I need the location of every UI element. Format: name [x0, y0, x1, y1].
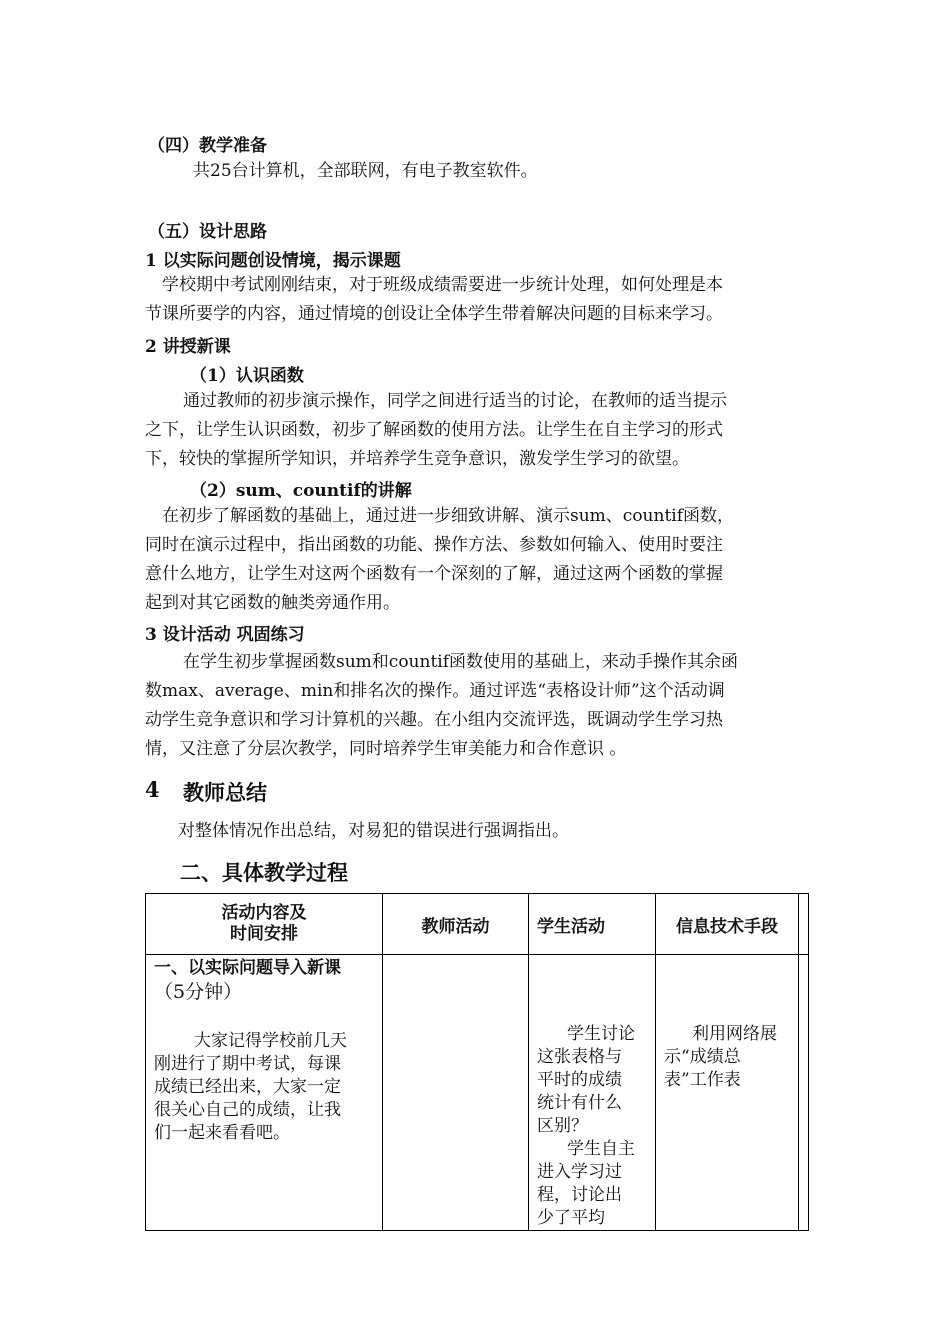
sub-2-line: 同时在演示过程中，指出函数的功能、操作方法、参数如何输入、使用时要注: [145, 535, 723, 555]
cell-spacer: [799, 955, 809, 1231]
sub-1-heading: （1）认识函数: [190, 366, 304, 386]
student-line: 平时的成绩: [537, 1070, 622, 1090]
cell-activity: [146, 955, 383, 1231]
section-4-heading: （四）教学准备: [148, 136, 267, 156]
student-line: 程，讨论出: [537, 1185, 622, 1205]
header-activity: [146, 894, 383, 955]
part-2-heading: 二、具体教学过程: [180, 860, 348, 885]
item-3-line: 动学生竞争意识和学习计算机的兴趣。在小组内交流评选，既调动学生学习热: [145, 710, 723, 730]
header-activity-line: 时间安排: [230, 924, 298, 944]
item-2-heading: 2 讲授新课: [145, 337, 231, 357]
activity-line: 刚进行了期中考试，每课: [154, 1054, 341, 1074]
sub-2-line: 起到对其它函数的触类旁通作用。: [145, 593, 400, 613]
cell-tech: [656, 955, 799, 1231]
student-line: 区别？: [537, 1116, 588, 1136]
tech-line: 表”工作表: [664, 1070, 741, 1090]
activity-title: 一、以实际问题导入新课: [154, 958, 341, 978]
student-line: 统计有什么: [537, 1093, 622, 1113]
process-table: [145, 893, 809, 1231]
tech-line: 利用网络展: [692, 1024, 777, 1044]
item-1-line: 学校期中考试刚刚结束，对于班级成绩需要进一步统计处理，如何处理是本: [162, 275, 723, 295]
student-line: 学生自主: [567, 1139, 635, 1159]
header-teacher: 教师活动: [383, 894, 529, 955]
item-3-line: 在学生初步掌握函数sum和countif函数使用的基础上，来动手操作其余函: [183, 652, 739, 672]
header-student: 学生活动: [529, 894, 656, 955]
item-3-line: 数max、average、min和排名次的操作。通过评选“表格设计师”这个活动调: [145, 681, 725, 701]
item-1-heading: 1 以实际问题创设情境，揭示课题: [145, 251, 401, 271]
student-line: 进入学习过: [537, 1162, 622, 1182]
activity-line: 很关心自己的成绩，让我: [154, 1100, 341, 1120]
section-5-heading: （五）设计思路: [148, 222, 267, 242]
sub-1-line: 之下，让学生认识函数，初步了解函数的使用方法。让学生在自主学习的形式: [145, 420, 723, 440]
tech-line: 示“成绩总: [664, 1047, 741, 1067]
item-3-line: 情，又注意了分层次教学，同时培养学生审美能力和合作意识 。: [145, 739, 627, 759]
sub-2-heading: （2）sum、countif的讲解: [190, 481, 412, 501]
cell-student: [529, 955, 656, 1231]
student-line: 少了平均: [537, 1208, 605, 1228]
item-4-number: 4: [145, 777, 160, 802]
activity-line: 大家记得学校前几天: [194, 1031, 347, 1051]
sub-1-line: 通过教师的初步演示操作，同学之间进行适当的讨论，在教师的适当提示: [183, 391, 727, 411]
header-tech: 信息技术手段: [656, 894, 799, 955]
activity-line: 成绩已经出来，大家一定: [154, 1077, 341, 1097]
cell-teacher: [383, 955, 529, 1231]
activity-time: （5分钟）: [154, 981, 243, 1003]
student-line: 学生讨论: [567, 1024, 635, 1044]
item-3-heading: 3 设计活动 巩固练习: [145, 625, 305, 645]
item-4-text: 对整体情况作出总结，对易犯的错误进行强调指出。: [178, 821, 569, 841]
item-1-line: 节课所要学的内容，通过情境的创设让全体学生带着解决问题的目标来学习。: [145, 304, 723, 324]
table-row: [146, 955, 809, 1231]
item-4-heading: 教师总结: [183, 780, 267, 805]
section-4-text: 共25台计算机，全部联网，有电子教室软件。: [193, 161, 538, 181]
header-activity-line: 活动内容及: [221, 903, 307, 923]
table-header-row: [146, 894, 809, 955]
header-spacer: [799, 894, 809, 955]
activity-line: 们一起来看看吧。: [154, 1123, 290, 1143]
sub-1-line: 下，较快的掌握所学知识，并培养学生竞争意识，激发学生学习的欲望。: [145, 449, 689, 469]
sub-2-line: 在初步了解函数的基础上，通过进一步细致讲解、演示sum、countif函数，: [162, 506, 735, 526]
student-line: 这张表格与: [537, 1047, 622, 1067]
sub-2-line: 意什么地方，让学生对这两个函数有一个深刻的了解，通过这两个函数的掌握: [145, 564, 723, 584]
